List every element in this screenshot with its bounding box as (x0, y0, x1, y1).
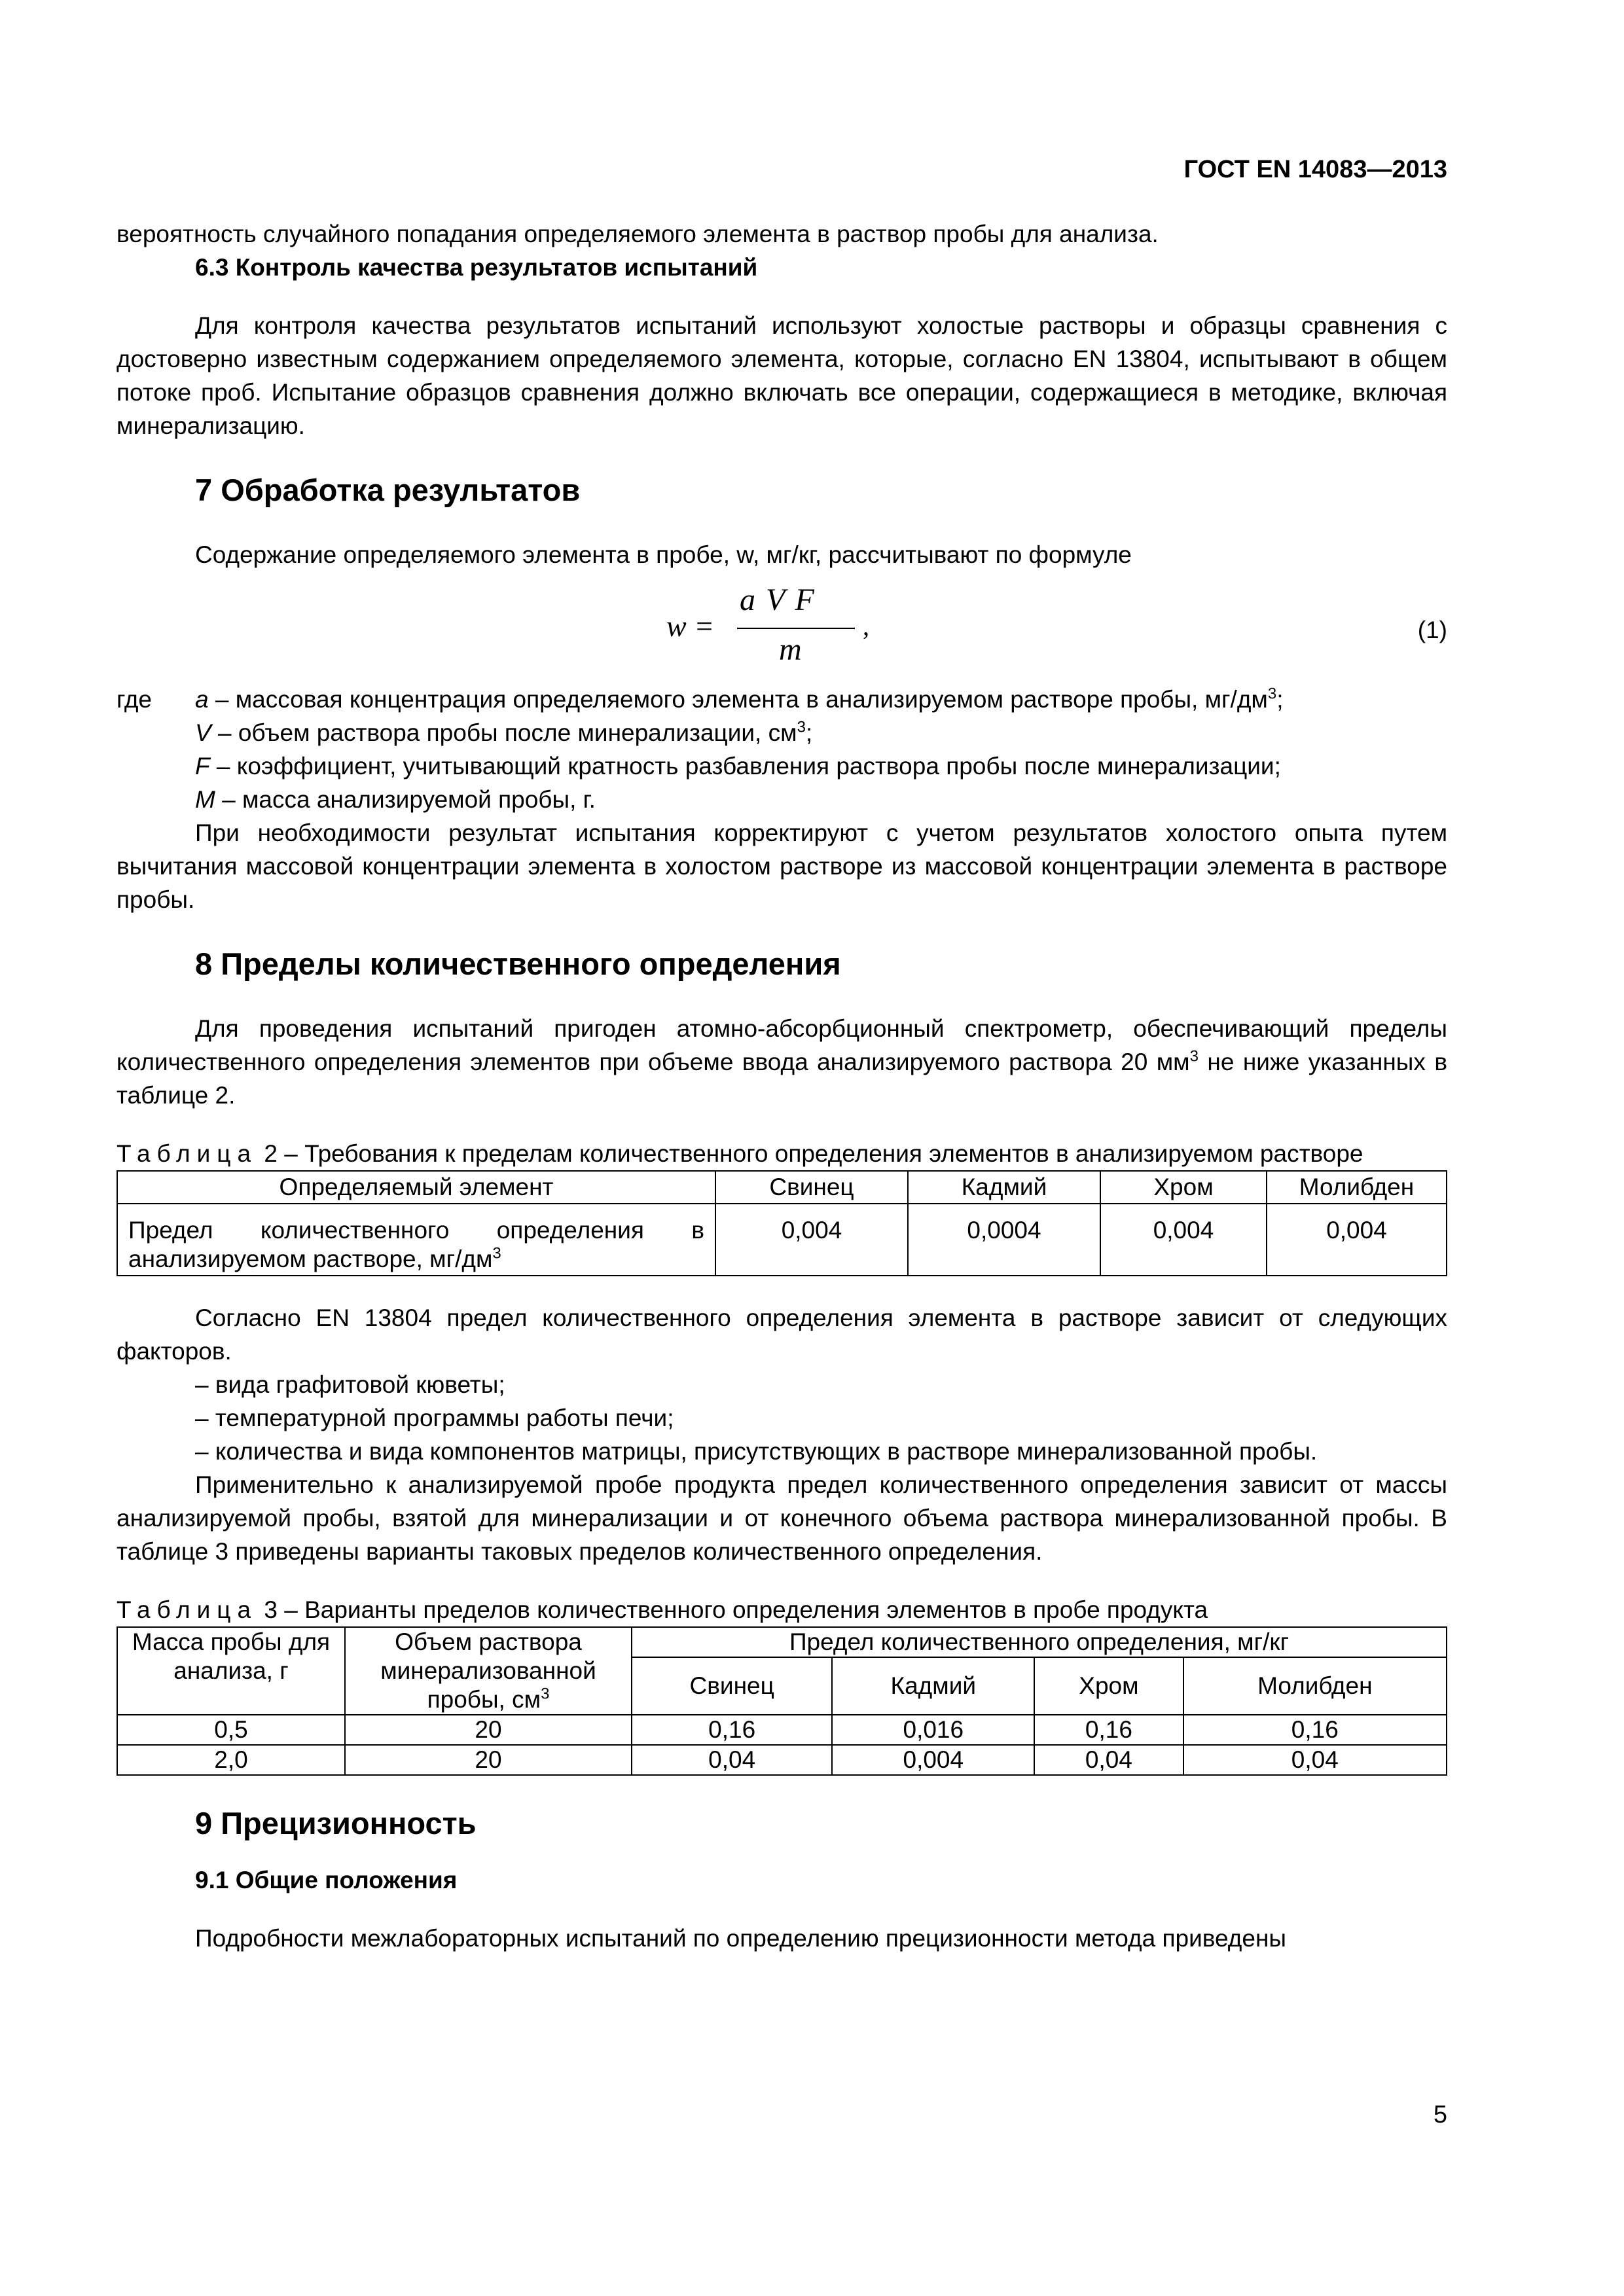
table-3-caption: Таблица 3 – Варианты пределов количественного определения элементов в пробе продукта (117, 1596, 1208, 1623)
table-3-cell: 0,16 (632, 1715, 832, 1745)
formula-numerator: a V F (740, 583, 816, 617)
section-9-1-paragraph: Подробности межлабораторных испытаний по определению прецизионности метода приведены (195, 1925, 1286, 1952)
table-3-header-limit: Предел количественного определения, мг/кг (632, 1627, 1447, 1657)
table-3-cell: 0,04 (632, 1745, 832, 1775)
table-2-header-lead: Свинец (715, 1171, 908, 1204)
table-3-cell: 0,16 (1183, 1715, 1447, 1745)
table-2-row-label: Предел количественного определения в анализируемом растворе, $мг/дм^3$ (117, 1204, 715, 1276)
table-2-header-cadmium: Кадмий (908, 1171, 1100, 1204)
applied-paragraph: Применительно к анализируемой пробе продукта предел количественного определения зависит от массы анализируемой пробы, взятой для минерализации и от конечного объема раствора минерализованной пробы. В таблице 3 приведены варианты таковых пределов количественного определения. (117, 1471, 1447, 1565)
definition-f: F – коэффициент, учитывающий кратность разбавления раствора пробы после минерализации; (195, 753, 1281, 780)
page-number: 5 (1433, 2101, 1447, 2128)
section-6-3-title: 6.3 Контроль качества результатов испытаний (195, 254, 758, 281)
table-2-caption: Таблица 2 – Требования к пределам количественного определения элементов в анализируемом растворе (117, 1140, 1363, 1167)
table-2-value-cadmium: 0,0004 (908, 1204, 1100, 1276)
table-3-header-mass: Масса пробы для анализа, г (117, 1627, 345, 1715)
document-body (117, 217, 1447, 1955)
table-row (117, 1204, 1447, 1276)
table-3-cell: 0,004 (832, 1745, 1034, 1775)
section-8-paragraph: Для проведения испытаний пригоден атомно-абсорбционный спектрометр, обеспечивающий пределы количественного определения элементов при объеме ввода анализируемого раствора 20 $мм^3$ не ниже указанных в таблице 2. (117, 1015, 1447, 1109)
table-3-header-molybdenum: Молибден (1183, 1657, 1447, 1715)
section-8-title: 8 Пределы количественного определения (195, 946, 841, 981)
table-row (117, 1171, 1447, 1204)
table-3-header-lead: Свинец (632, 1657, 832, 1715)
table-3 (117, 1626, 1447, 1776)
table-3-cell: 0,04 (1034, 1745, 1183, 1775)
table-2-value-lead: 0,004 (715, 1204, 908, 1276)
table-2-value-molybdenum: 0,004 (1267, 1204, 1447, 1276)
factors-intro: Согласно EN 13804 предел количественного определения элемента в растворе зависит от следующих факторов. (117, 1304, 1447, 1365)
table-2-value-chromium: 0,004 (1100, 1204, 1267, 1276)
factor-item: – количества и вида компонентов матрицы, присутствующих в растворе минерализованной пробы. (195, 1438, 1318, 1465)
correction-paragraph: При необходимости результат испытания корректируют с учетом результатов холостого опыта путем вычитания массовой концентрации элемента в холостом растворе из массовой концентрации элемента в растворе пробы. (117, 819, 1447, 913)
section-7-intro: Содержание определяемого элемента в пробе, w, мг/кг, рассчитывают по формуле (195, 541, 1132, 568)
table-3-cell: 20 (345, 1715, 632, 1745)
definition-a: a – массовая концентрация определяемого элемента в анализируемом растворе пробы, $мг/дм^3$; (195, 685, 1284, 713)
formula-fraction-bar (737, 628, 855, 629)
table-3-header-chromium: Хром (1034, 1657, 1183, 1715)
formula-denominator: m (779, 632, 802, 667)
table-3-cell: 0,016 (832, 1715, 1034, 1745)
table-2-header-chromium: Хром (1100, 1171, 1267, 1204)
formula-lhs: w = (666, 609, 715, 643)
table-3-header-volume: Объем раствора минерализованной пробы, $см^3$ (345, 1627, 632, 1715)
section-6-3-paragraph: Для контроля качества результатов испытаний используют холостые растворы и образцы сравнения с достоверно известным содержанием определяемого элемента, которые, согласно EN 13804, испытывают в общем потоке проб. Испытание образцов сравнения должно включать все операции, содержащиеся в методике, включая минерализацию. (117, 312, 1447, 439)
table-3-cell: 0,5 (117, 1715, 345, 1745)
formula-comma: , (863, 611, 869, 641)
table-row (117, 1745, 1447, 1775)
definition-v: V – объем раствора пробы после минерализации, $см^3$; (195, 718, 813, 746)
intro-tail-paragraph: вероятность случайного попадания определяемого элемента в раствор пробы для анализа. (117, 221, 1159, 247)
definition-m: M – масса анализируемой пробы, г. (195, 786, 596, 813)
where-label: где (117, 686, 153, 713)
table-3-header-cadmium: Кадмий (832, 1657, 1034, 1715)
formula-definitions (117, 683, 1447, 816)
section-7-title: 7 Обработка результатов (195, 473, 581, 507)
formula-1 (117, 583, 1447, 675)
table-2 (117, 1170, 1447, 1276)
section-9-title: 9 Прецизионность (195, 1806, 477, 1840)
table-2-header-element: Определяемый элемент (117, 1171, 715, 1204)
factor-item: – вида графитовой кюветы; (195, 1371, 505, 1398)
table-3-cell: 20 (345, 1745, 632, 1775)
formula-number: (1) (1417, 617, 1447, 643)
section-9-1-title: 9.1 Общие положения (195, 1867, 458, 1893)
document-header-id: ГОСТ EN 14083—2013 (1183, 156, 1447, 183)
table-3-cell: 0,04 (1183, 1745, 1447, 1775)
table-row (117, 1715, 1447, 1745)
table-3-cell: 2,0 (117, 1745, 345, 1775)
factor-item: – температурной программы работы печи; (195, 1405, 674, 1431)
table-row (117, 1627, 1447, 1657)
table-2-header-molybdenum: Молибден (1267, 1171, 1447, 1204)
table-3-cell: 0,16 (1034, 1715, 1183, 1745)
